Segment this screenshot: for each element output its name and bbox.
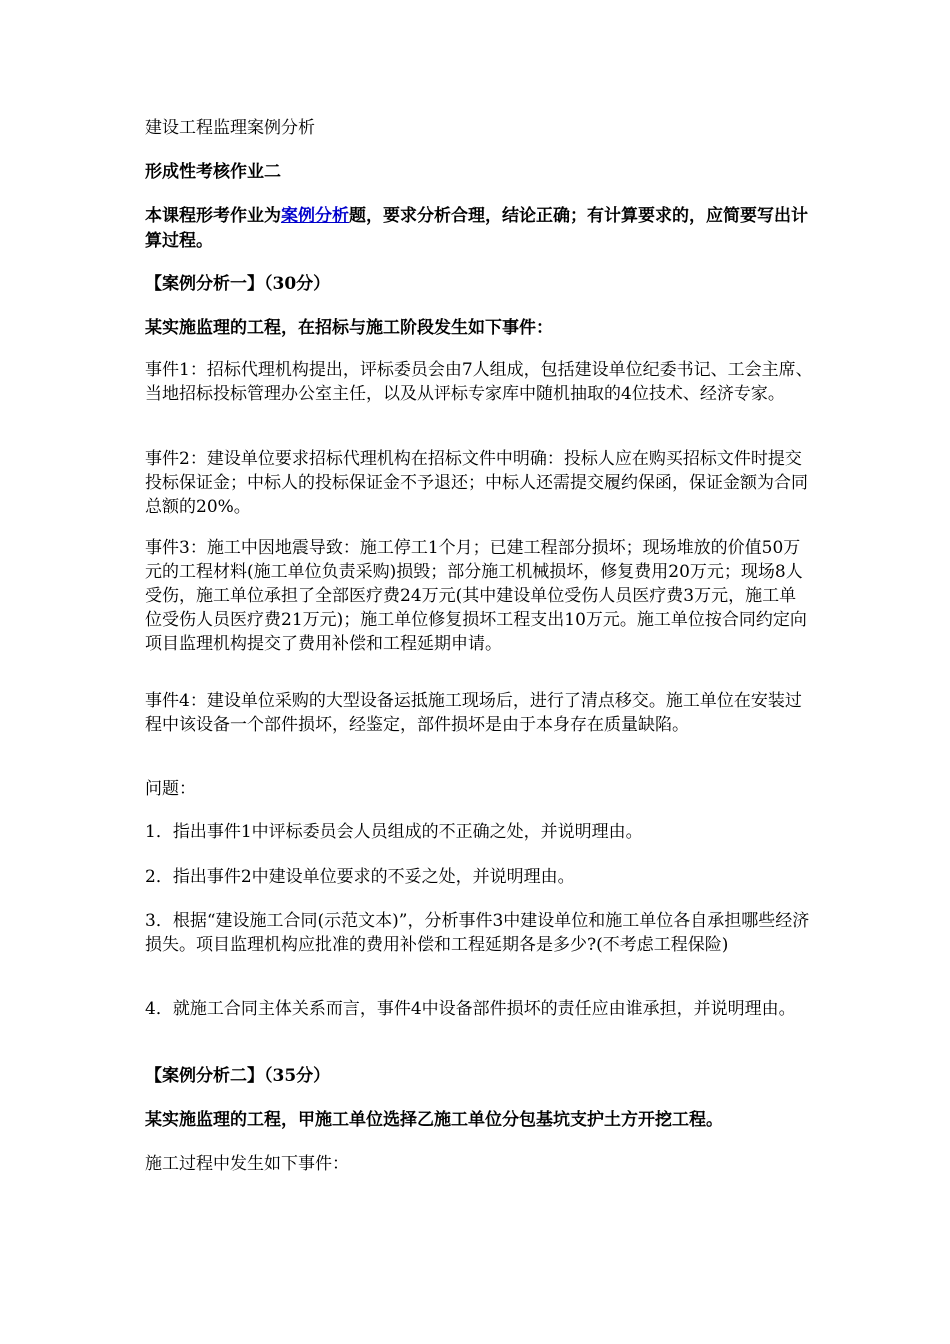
case1-event-1: 事件1：招标代理机构提出，评标委员会由7人组成，包括建设单位纪委书记、工会主席、当地招标投标管理办公室主任，以及从评标专家库中随机抽取的4位技术、经济专家。: [145, 360, 813, 404]
case1-heading: 【案例分析一】（30分）: [145, 274, 331, 294]
case1-event-4: 事件4：建设单位采购的大型设备运抵施工现场后，进行了清点移交。施工单位在安装过程中该设备一个部件损坏，经鉴定，部件损坏是由于本身存在质量缺陷。: [145, 691, 802, 735]
case1-question-1: 1．指出事件1中评标委员会人员组成的不正确之处，并说明理由。: [145, 822, 643, 842]
case1-event-2: 事件2：建设单位要求招标代理机构在招标文件中明确：投标人应在购买招标文件时提交投标保证金；中标人的投标保证金不予退还；中标人还需提交履约保函，保证金额为合同总额的20%。: [145, 449, 808, 517]
case1-questions-label: 问题：: [145, 779, 196, 799]
assignment-title: 形成性考核作业二: [145, 162, 281, 182]
case1-question-2: 2．指出事件2中建设单位要求的不妥之处，并说明理由。: [145, 867, 575, 887]
case1-question-3: 3．根据“建设施工合同(示范文本)”，分析事件3中建设单位和施工单位各自承担哪些经济损失。项目监理机构应批准的费用补偿和工程延期各是多少?(不考虑工程保险): [145, 911, 810, 955]
case2-text: 施工过程中发生如下事件：: [145, 1154, 349, 1174]
case1-question-4: 4．就施工合同主体关系而言，事件4中设备部件损坏的责任应由谁承担，并说明理由。: [145, 999, 796, 1019]
intro-text-after: 题，要求分析合理，结论正确；有计算要求的，应简要写出计算过程。: [145, 206, 808, 251]
intro-text-before: 本课程形考作业为: [145, 206, 281, 226]
case2-heading: 【案例分析二】（35分）: [145, 1066, 331, 1086]
document-title: 建设工程监理案例分析: [145, 118, 315, 138]
case2-lead: 某实施监理的工程，甲施工单位选择乙施工单位分包基坑支护土方开挖工程。: [145, 1110, 723, 1130]
assignment-intro: [145, 204, 813, 254]
case1-event-3: 事件3：施工中因地震导致：施工停工1个月；已建工程部分损坏；现场堆放的价值50万元的工程材料(施工单位负责采购)损毁；部分施工机械损坏，修复费用20万元；现场8人受伤，施工单位承担了全部医疗费24万元(其中建设单位受伤人员医疗费3万元，施工单位受伤人员医疗费21万元)；施工单位修复损坏工程支出10万元。施工单位按合同约定向项目监理机构提交了费用补偿和工程延期申请。: [145, 538, 807, 654]
case1-lead: 某实施监理的工程，在招标与施工阶段发生如下事件：: [145, 318, 553, 338]
case-analysis-link[interactable]: 案例分析: [281, 206, 349, 226]
